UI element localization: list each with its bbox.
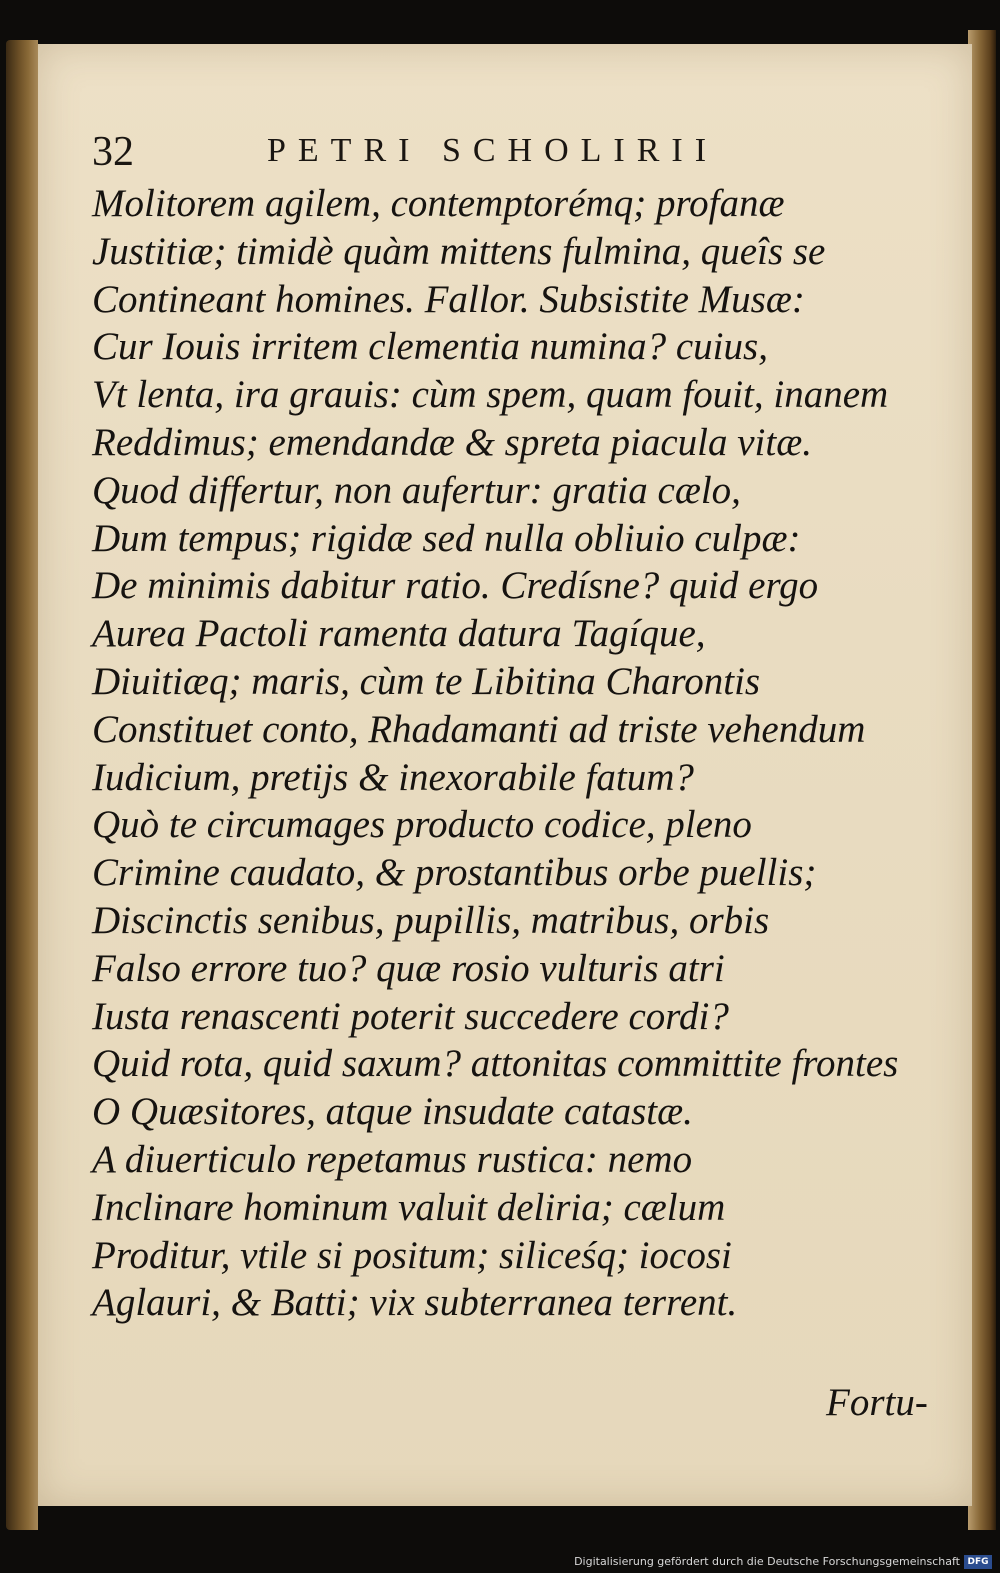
dfg-logo: DFG — [964, 1555, 992, 1569]
digitization-footer — [0, 1552, 1000, 1573]
verse-line: Quid rota, quid saxum? attonitas committite frontes — [92, 1042, 899, 1086]
verse-line: Crimine caudato, & prostantibus orbe puellis; — [92, 851, 817, 895]
verse-line: Molitorem agilem, contemptorémq; profanæ — [92, 182, 785, 225]
verse-line: Contineant homines. Fallor. Subsistite Musæ: — [92, 277, 805, 321]
verse-line: Iusta renascenti poterit succedere cordi? — [92, 994, 729, 1038]
verse-line: Inclinare hominum valuit deliria; cælum — [92, 1185, 726, 1229]
verse-line: Diuitiæq; maris, cùm te Libitina Charontis — [92, 659, 761, 703]
running-title: PETRI SCHOLIRII — [267, 132, 719, 169]
verse-line: Aglauri, & Batti; vix subterranea terrent. — [92, 1281, 738, 1325]
funding-credit: Digitalisierung gefördert durch die Deutsche Forschungsgemeinschaft — [574, 1555, 960, 1568]
verse-line: Justitiæ; timidè quàm mittens fulmina, queîs se — [92, 229, 826, 273]
page-header — [92, 128, 872, 178]
verse-line: Reddimus; emendandæ & spreta piacula vitæ. — [92, 420, 812, 464]
page-number: 32 — [92, 129, 134, 175]
verse-line: Falso errore tuo? quæ rosio vulturis atri — [92, 946, 725, 990]
verse-line: O Quæsitores, atque insudate catastæ. — [92, 1090, 693, 1134]
verse-line: A diuerticulo repetamus rustica: nemo — [92, 1137, 693, 1181]
verse-line: Quò te circumages producto codice, pleno — [92, 803, 752, 847]
verse-line: Constituet conto, Rhadamanti ad triste vehendum — [92, 707, 866, 751]
verse-line: Vt lenta, ira grauis: cùm spem, quam fouit, inanem — [92, 373, 889, 417]
verse-line: Quod differtur, non aufertur: gratia cælo, — [92, 468, 741, 512]
catchword: Fortu- — [826, 1381, 928, 1424]
verse-line: De minimis dabitur ratio. Credísne? quid ergo — [92, 564, 819, 608]
verse-line: Aurea Pactoli ramenta datura Tagíque, — [92, 612, 706, 656]
verse-text — [92, 180, 952, 1327]
verse-line: Iudicium, pretijs & inexorabile fatum? — [92, 755, 694, 799]
verse-line: Proditur, vtile si positum; siliceśq; iocosi — [92, 1233, 732, 1277]
book-edge-left — [6, 40, 38, 1530]
verse-line: Discinctis senibus, pupillis, matribus, orbis — [92, 898, 770, 942]
verse-line: Dum tempus; rigidæ sed nulla obliuio culpæ: — [92, 516, 801, 560]
verse-line: Cur Iouis irritem clementia numina? cuius, — [92, 325, 768, 369]
book-edge-right — [968, 30, 996, 1530]
